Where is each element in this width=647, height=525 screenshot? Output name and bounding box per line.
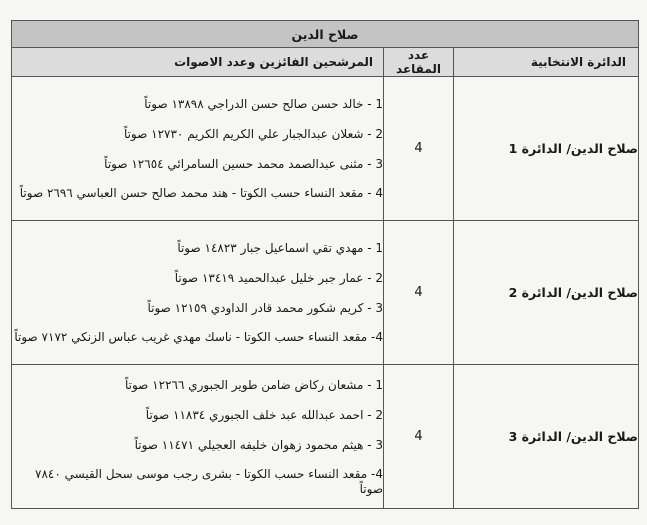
candidate-entry: 4- مقعد النساء حسب الكوتا - بشرى رجب موسى سحل القيسي ٧٨٤٠ صوتاً (35, 466, 384, 496)
candidate-entry: 3 - مثنى عبدالصمد محمد حسين السامرائي ١٢٦٥٤ صوتاً (104, 157, 384, 171)
candidate-entry: 4- مقعد النساء حسب الكوتا - ناسك مهدي غريب عباس الزنكي ٧١٧٢ صوتاً (14, 330, 384, 344)
results-table (11, 20, 639, 509)
candidate-entry: 4 - مقعد النساء حسب الكوتا - هند محمد صالح حسن العباسي ٢٦٩٦ صوتاً (19, 186, 384, 200)
table-row (12, 221, 639, 365)
header-district: الدائرة الانتخابية (454, 48, 639, 77)
header-candidates: المرشحين الفائزين وعدد الاصوات (12, 48, 384, 77)
candidate-entry: 3 - كريم شكور محمد قادر الداودي ١٢١٥٩ صوتاً (147, 301, 384, 315)
title-row (12, 21, 639, 48)
table-title: صلاح الدين (12, 21, 639, 48)
seat-count: 4 (384, 77, 454, 221)
district-name: صلاح الدين/ الدائرة 1 (454, 77, 639, 221)
candidate-entry: 2 - شعلان عبدالجبار علي الكريم الكريم ١٢٧٣٠ صوتاً (123, 127, 384, 141)
candidate-entry: 1 - مهدي تقي اسماعيل جبار ١٤٨٢٣ صوتاً (177, 241, 384, 255)
candidate-entry: 2 - عمار جبر خليل عبدالحميد ١٣٤١٩ صوتاً (174, 271, 384, 285)
table-row (12, 77, 639, 221)
candidate-list (12, 77, 384, 221)
table-row (12, 365, 639, 509)
candidate-entry: 1 - مشعان ركاض ضامن طوير الجبوري ١٢٢٦٦ صوتاً (124, 377, 384, 392)
candidate-entry: 1 - خالد حسن صالح حسن الدراجي ١٣٨٩٨ صوتاً (144, 97, 384, 111)
candidate-list (12, 221, 384, 365)
candidate-entry: 2 - احمد عبدالله عبد خلف الجبوري ١١٨٣٤ صوتاً (145, 407, 384, 422)
header-row (12, 48, 639, 77)
candidate-list (12, 365, 384, 509)
header-seats: عدد المقاعد (384, 48, 454, 77)
candidate-entry: 3 - هيثم محمود زهوان خليفه العجيلي ١١٤٧١ صوتاً (134, 437, 384, 452)
seat-count: 4 (384, 221, 454, 365)
district-name: صلاح الدين/ الدائرة 2 (454, 221, 639, 365)
district-name: صلاح الدين/ الدائرة 3 (454, 365, 639, 509)
seat-count: 4 (384, 365, 454, 509)
